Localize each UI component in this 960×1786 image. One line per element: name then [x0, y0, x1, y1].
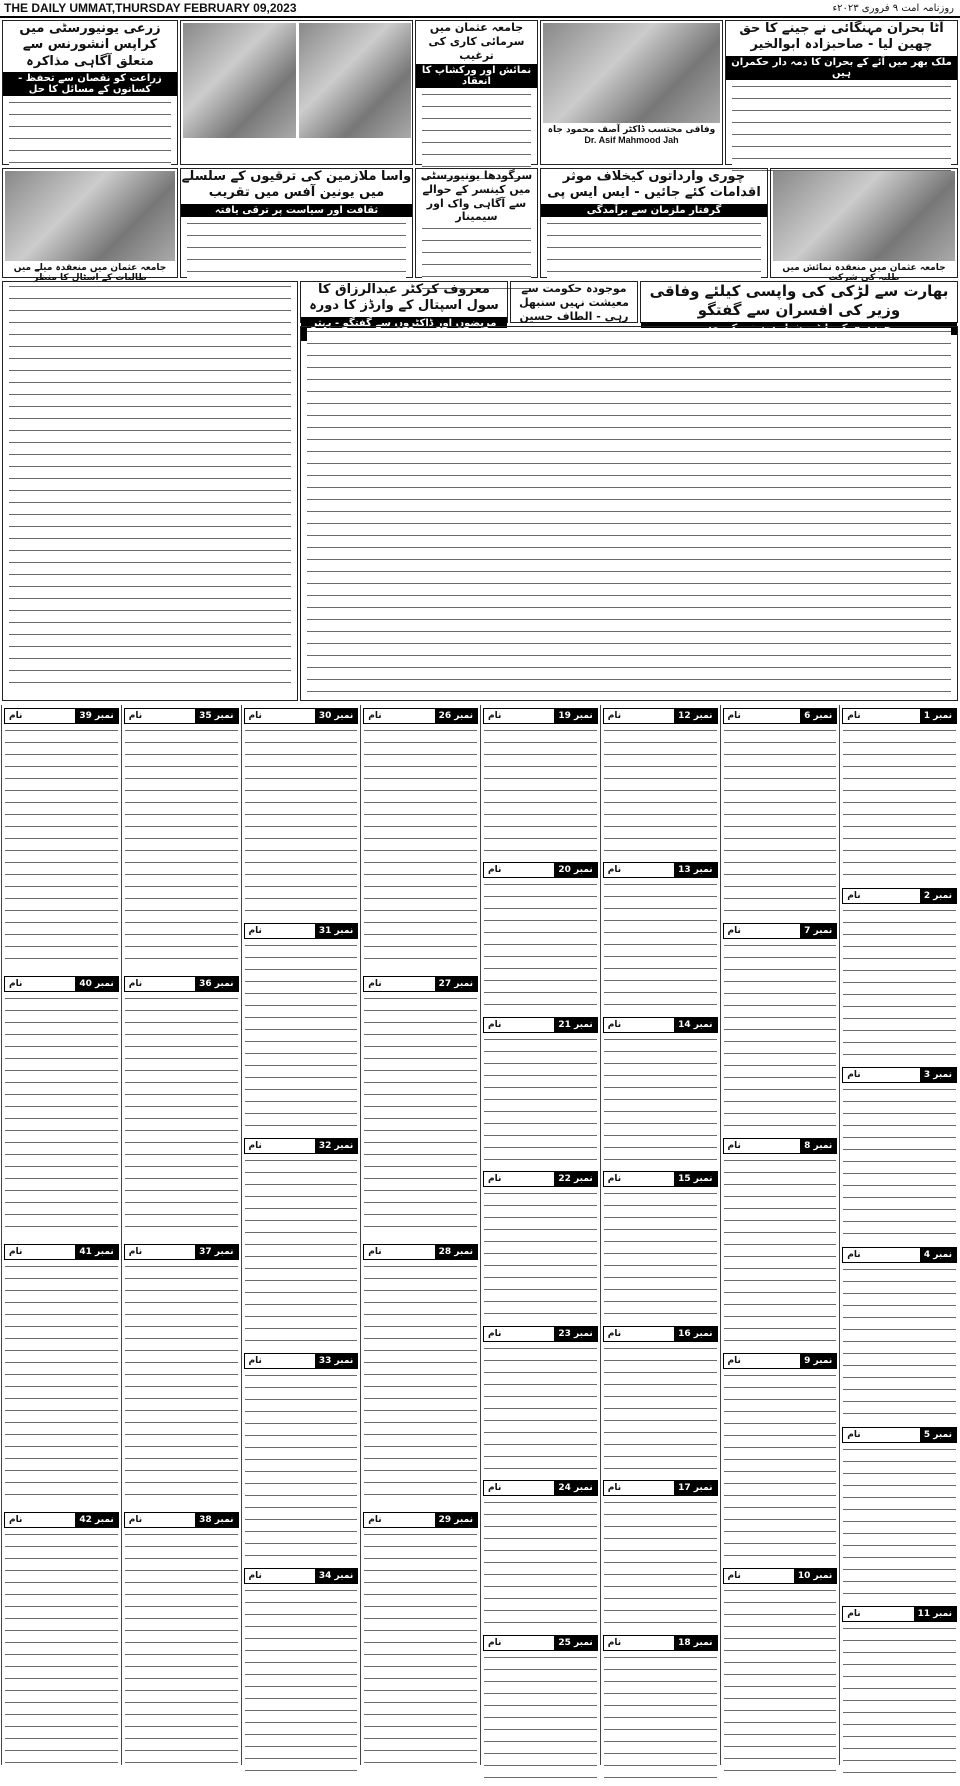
notice-entry — [2, 1244, 121, 1509]
notice-column — [839, 705, 959, 1765]
notice-entry — [2, 976, 121, 1241]
notice-entry-number: نمبر 26 — [435, 709, 477, 723]
lower-headline-3-sub: مریضوں اور ڈاکٹروں سے گفتگو - بہتر — [301, 317, 507, 341]
notice-entry-label — [842, 1606, 957, 1622]
notice-entry-number: نمبر 30 — [315, 709, 357, 723]
notice-entry-label — [723, 708, 838, 724]
notice-entry-label — [483, 1017, 598, 1033]
notice-entry-number: نمبر 32 — [315, 1139, 357, 1153]
top-photo-right — [299, 23, 411, 138]
notice-entry — [2, 708, 121, 973]
notice-entry — [242, 1568, 361, 1780]
notice-entry — [601, 1635, 720, 1786]
notice-entry-name: نام — [368, 979, 382, 989]
middle-story-3 — [180, 168, 413, 278]
notice-entry-label — [603, 1171, 718, 1187]
notice-entry-label — [363, 1244, 478, 1260]
notice-entry-name: نام — [607, 1637, 622, 1648]
notice-entry-number: نمبر 37 — [195, 1245, 237, 1259]
notice-entry-label — [363, 1512, 478, 1528]
notice-entry — [721, 1353, 840, 1565]
notice-entry-number: نمبر 22 — [554, 1172, 596, 1186]
notice-entry-number: نمبر 15 — [674, 1172, 716, 1186]
notice-entry-name: نام — [727, 1356, 741, 1366]
notice-entry-name: نام — [847, 711, 861, 721]
notice-entry-body — [5, 727, 118, 970]
notice-entry-number: نمبر 7 — [800, 924, 836, 938]
notice-entry — [721, 1138, 840, 1350]
notice-entry-body — [125, 995, 238, 1238]
notice-entry-number: نمبر 14 — [674, 1018, 716, 1032]
notice-entry-number: نمبر 9 — [800, 1354, 836, 1368]
notice-entry-name: نام — [607, 1328, 622, 1339]
notice-entry-body — [843, 907, 956, 1062]
notice-entry-label — [483, 1171, 598, 1187]
notice-entry-name: نام — [248, 1571, 262, 1581]
notice-entry-name: نام — [488, 1483, 502, 1494]
notice-entry-name: نام — [9, 711, 23, 721]
notice-entry — [840, 1247, 959, 1424]
notice-entry — [481, 1017, 600, 1168]
middle-photo-left-image — [5, 171, 175, 261]
notice-entry-body — [843, 727, 956, 882]
notice-entry-number: نمبر 13 — [674, 863, 716, 877]
notice-entry-name: نام — [368, 1247, 382, 1257]
notice-entry-number: نمبر 29 — [435, 1513, 477, 1527]
notice-entry-body — [245, 1372, 358, 1562]
notice-entry-body — [604, 727, 717, 856]
notice-entry-number: نمبر 42 — [75, 1513, 117, 1527]
notice-entry-label — [723, 1568, 838, 1584]
notice-entry-name: نام — [488, 711, 502, 721]
notice-entry-number: نمبر 19 — [554, 709, 596, 723]
notice-entry-number: نمبر 33 — [315, 1354, 357, 1368]
notice-entry — [361, 1512, 480, 1777]
notice-entry-name: نام — [607, 865, 622, 876]
top-story-2-caption-en: Dr. Asif Mahmood Jah — [584, 135, 679, 145]
notice-entry-body — [604, 881, 717, 1010]
lower-headline-1-text: بھارت سے لڑکی کی واپسی کیلئے وفاقی وزیر کی افسران سے گفتگو — [649, 282, 949, 319]
notice-entry — [840, 1606, 959, 1783]
notice-entry-number: نمبر 38 — [195, 1513, 237, 1527]
middle-story-1-body — [541, 219, 767, 281]
top-photos — [180, 20, 413, 165]
notice-entry — [601, 1017, 720, 1168]
notice-column — [121, 705, 241, 1765]
notice-entry-body — [604, 1190, 717, 1319]
notice-entry-name: نام — [488, 1637, 502, 1648]
top-photo-left — [183, 23, 296, 138]
middle-photo-right-caption: جامعہ عثمان میں منعقدہ نمائش میں طلبہ کی شرکت — [782, 263, 946, 283]
notice-entry-name: نام — [607, 711, 622, 721]
notice-entry-name: نام — [128, 1247, 143, 1257]
top-story-1-headline: آٹا بحران مہنگائی نے جینے کا حق چھین لیا - صاحبزادہ ابوالخیر — [739, 21, 944, 53]
notice-entry-name: نام — [9, 979, 23, 989]
notice-entry-number: نمبر 16 — [674, 1327, 716, 1341]
notice-entry-name: نام — [9, 1515, 23, 1525]
middle-story-3-sub: ثقافت اور سیاست پر ترقی یافتہ — [181, 204, 412, 217]
notice-entry — [481, 862, 600, 1013]
notice-entry-body — [484, 1190, 597, 1319]
notice-entry-name: نام — [9, 1247, 23, 1257]
notice-entry-body — [724, 942, 837, 1132]
notice-entry-number: نمبر 10 — [794, 1569, 836, 1583]
notice-column — [720, 705, 840, 1765]
notice-entry-number: نمبر 31 — [315, 924, 357, 938]
notice-entry-label — [244, 1568, 359, 1584]
notice-entry-number: نمبر 2 — [920, 889, 956, 903]
notice-entry-label — [124, 1244, 239, 1260]
notice-entry-label — [723, 1138, 838, 1154]
notice-entry-body — [484, 881, 597, 1010]
notice-entry-number: نمبر 39 — [75, 709, 117, 723]
notice-entry — [242, 1353, 361, 1565]
middle-photo-left — [2, 168, 178, 283]
notice-entry-number: نمبر 40 — [75, 977, 117, 991]
middle-story-1 — [540, 168, 768, 278]
top-story-1 — [725, 20, 958, 165]
notice-entry-name: نام — [128, 711, 143, 721]
notice-entry-body — [604, 1345, 717, 1474]
notice-entry-name: نام — [847, 1249, 861, 1260]
middle-story-2 — [415, 168, 538, 278]
notice-entry-number: نمبر 27 — [435, 977, 477, 991]
notice-entry-body — [484, 1654, 597, 1783]
masthead-date: THE DAILY UMMAT,THURSDAY FEBRUARY 09,2023 — [4, 1, 297, 15]
notice-entry-name: نام — [607, 1483, 622, 1494]
notice-entry-body — [245, 942, 358, 1132]
notice-entry-body — [245, 1157, 358, 1347]
notice-entry-body — [843, 1086, 956, 1241]
lower-story-body — [300, 326, 958, 701]
top-story-3-sub: نمائش اور ورکشاپ کا انعقاد — [416, 64, 537, 88]
notice-entry-label — [124, 976, 239, 992]
notice-entry — [601, 1480, 720, 1631]
notice-entry — [481, 1635, 600, 1786]
notice-entry — [840, 708, 959, 885]
notice-entry — [840, 1427, 959, 1604]
notice-entry-label — [244, 1138, 359, 1154]
notice-column — [241, 705, 361, 1765]
masthead-urdu-date: روزنامہ امت ۹ فروری ۲۰۲۳ء — [832, 2, 954, 14]
notice-entry-label — [244, 708, 359, 724]
notice-column — [360, 705, 480, 1765]
lower-headline-3 — [300, 281, 508, 329]
masthead — [0, 0, 960, 18]
notice-entry-name: نام — [727, 1571, 741, 1581]
notice-entry-name: نام — [847, 1429, 861, 1440]
top-story-1-body — [726, 82, 957, 174]
notice-entry-body — [843, 1446, 956, 1601]
notice-entry-body — [5, 1531, 118, 1774]
middle-story-1-sub: گرفتار ملزمان سے برآمدگی — [541, 204, 767, 217]
notice-entry-name: نام — [128, 1515, 143, 1525]
notice-entry-body — [245, 727, 358, 917]
notice-entry-number: نمبر 28 — [435, 1245, 477, 1259]
notice-entry-name: نام — [128, 979, 143, 989]
notice-entry-label — [363, 708, 478, 724]
notice-entry-label — [603, 862, 718, 878]
notice-entry-body — [364, 1531, 477, 1774]
notice-entry-name: نام — [488, 865, 502, 876]
notice-entry-name: نام — [248, 926, 262, 936]
notice-entry-number: نمبر 4 — [920, 1248, 956, 1262]
notice-entry — [361, 1244, 480, 1509]
notice-entry-name: نام — [607, 1019, 622, 1030]
lower-headline-2-text: موجودہ حکومت سے معیشت نہیں سنبھل رہی - الطاف حسین — [519, 282, 629, 323]
notice-entry-number: نمبر 24 — [554, 1481, 596, 1495]
notice-entry-body — [604, 1654, 717, 1783]
notice-entry-number: نمبر 18 — [674, 1636, 716, 1650]
notice-entry-body — [364, 1263, 477, 1506]
notice-entry-body — [364, 727, 477, 970]
notice-entry-number: نمبر 6 — [800, 709, 836, 723]
notice-entry-label — [603, 1017, 718, 1033]
notice-entry-body — [724, 1157, 837, 1347]
lower-text-block — [2, 281, 298, 701]
notice-entry-label — [842, 1067, 957, 1083]
notice-entry-number: نمبر 36 — [195, 977, 237, 991]
top-story-3-headline: جامعہ عثمان میں سرمائی کاری کی ترغیب — [428, 21, 525, 62]
notice-entry-number: نمبر 21 — [554, 1018, 596, 1032]
notice-entry-name: نام — [607, 1174, 622, 1185]
notice-entry-label — [124, 708, 239, 724]
notice-entry-label — [603, 708, 718, 724]
notice-entry-body — [724, 1372, 837, 1562]
notice-entry — [481, 1480, 600, 1631]
notice-entry-body — [604, 1036, 717, 1165]
lower-headline-2 — [510, 281, 638, 323]
middle-story-3-body — [181, 219, 412, 281]
notice-entry-number: نمبر 3 — [920, 1068, 956, 1082]
notice-entry — [481, 1326, 600, 1477]
notice-entry — [242, 923, 361, 1135]
notice-entry-label — [842, 708, 957, 724]
notice-entry-body — [484, 1345, 597, 1474]
top-story-4-sub: زراعت کو نقصان سے تحفظ - کسانوں کے مسائل کا حل — [3, 72, 177, 96]
notice-entry-body — [604, 1499, 717, 1628]
notice-entry-name: نام — [727, 711, 741, 721]
notice-entry-label — [124, 1512, 239, 1528]
notice-entry-label — [483, 1480, 598, 1496]
notice-entry — [122, 708, 241, 973]
notice-column — [480, 705, 600, 1765]
middle-photo-right — [770, 168, 958, 283]
middle-story-2-headline: سرگودھا یونیورسٹی میں کینسر کے حوالے سے آگاہی واک اور سیمینار — [420, 169, 533, 224]
notice-entry-number: نمبر 11 — [914, 1607, 956, 1621]
notice-entry — [122, 1244, 241, 1509]
notice-entry-number: نمبر 5 — [920, 1428, 956, 1442]
notice-entry — [242, 1138, 361, 1350]
notice-entry-label — [244, 923, 359, 939]
notice-entry-number: نمبر 25 — [554, 1636, 596, 1650]
notice-entry-name: نام — [368, 1515, 382, 1525]
notice-entry-label — [4, 708, 119, 724]
notice-entry — [122, 1512, 241, 1777]
notice-entry-body — [245, 1587, 358, 1777]
middle-story-1-headline: چوری وارداتوں کیخلاف موثر اقدامات کئے جائیں - ایس ایس پی — [547, 169, 761, 201]
top-story-2-caption: وفاقی محتسب ڈاکٹر آصف محمود جاہ — [547, 125, 716, 135]
notice-entry — [601, 862, 720, 1013]
top-story-4 — [2, 20, 178, 165]
notice-entry-body — [364, 995, 477, 1238]
notice-entry-label — [363, 976, 478, 992]
notice-entry-body — [484, 1036, 597, 1165]
notice-entry-label — [4, 1512, 119, 1528]
lower-headline-3-text: معروف کرکٹر عبدالرزاق کا سول اسپتال کے وارڈز کا دورہ — [309, 282, 499, 314]
notice-entry — [721, 708, 840, 920]
lower-text-block-body — [3, 282, 297, 694]
notice-entry-label — [603, 1480, 718, 1496]
notice-entry — [481, 1171, 600, 1322]
notice-entry-label — [4, 976, 119, 992]
top-story-4-headline: زرعی یونیورسٹی میں کراپس انشورنس سے متعلق آگاہی مذاکرہ — [19, 21, 161, 69]
notice-entry-name: نام — [727, 1141, 741, 1151]
notice-entry — [122, 976, 241, 1241]
notice-entry-name: نام — [847, 890, 861, 901]
notice-entry — [242, 708, 361, 920]
notice-entry-name: نام — [248, 711, 262, 721]
notice-entry — [361, 976, 480, 1241]
notice-entry-body — [5, 1263, 118, 1506]
notice-entry-body — [5, 995, 118, 1238]
notice-entry-number: نمبر 1 — [920, 709, 956, 723]
notice-entry-number: نمبر 17 — [674, 1481, 716, 1495]
notice-entry-body — [843, 1625, 956, 1780]
notice-entry-label — [842, 888, 957, 904]
notice-entry-name: نام — [488, 1328, 502, 1339]
notice-entry-body — [125, 1531, 238, 1774]
notice-entry — [361, 708, 480, 973]
notice-entry-label — [483, 1326, 598, 1342]
notice-entry-label — [4, 1244, 119, 1260]
notice-entry-name: نام — [248, 1356, 262, 1366]
notice-entry-number: نمبر 8 — [800, 1139, 836, 1153]
notice-entry-label — [244, 1353, 359, 1369]
notice-entry — [721, 1568, 840, 1780]
notice-entry — [721, 923, 840, 1135]
notice-column — [1, 705, 121, 1765]
notice-entry-label — [723, 1353, 838, 1369]
notice-entry-body — [484, 1499, 597, 1628]
notice-entry-body — [484, 727, 597, 856]
middle-photo-left-caption: جامعہ عثمان میں منعقدہ میلے میں طالبات کے اسٹال کا منظر — [13, 263, 167, 283]
notice-entry-name: نام — [847, 1609, 861, 1620]
notice-entry-name: نام — [488, 1019, 502, 1030]
notice-entry-name: نام — [488, 1174, 502, 1185]
notice-entry-body — [724, 1587, 837, 1777]
notice-entry-body — [125, 1263, 238, 1506]
notice-entry-label — [483, 1635, 598, 1651]
notice-entry-number: نمبر 23 — [554, 1327, 596, 1341]
lower-headline-1 — [640, 281, 958, 323]
notice-entry-body — [125, 727, 238, 970]
notice-entry — [601, 1326, 720, 1477]
middle-photo-right-image — [773, 171, 955, 261]
notice-entry — [840, 1067, 959, 1244]
top-story-3 — [415, 20, 538, 165]
notice-entry-label — [483, 862, 598, 878]
top-story-2 — [540, 20, 723, 165]
notice-entry-name: نام — [368, 711, 382, 721]
notice-entry-body — [843, 1266, 956, 1421]
top-story-2-photo — [543, 23, 720, 123]
notice-entry-name: نام — [727, 926, 741, 936]
notice-entry — [601, 1171, 720, 1322]
notice-entry-number: نمبر 20 — [554, 863, 596, 877]
notice-entry-number: نمبر 35 — [195, 709, 237, 723]
notice-entry — [601, 708, 720, 859]
notice-entry-number: نمبر 41 — [75, 1245, 117, 1259]
notice-entry-label — [842, 1247, 957, 1263]
notice-entry — [2, 1512, 121, 1777]
notice-entry-name: نام — [248, 1141, 262, 1151]
notice-entry-label — [483, 708, 598, 724]
top-story-1-sub: ملک بھر میں آئے کے بحران کا ذمہ دار حکمران ہیں — [726, 56, 957, 80]
lower-story-body-text — [301, 327, 957, 694]
notice-entry-label — [603, 1326, 718, 1342]
notice-entry-label — [723, 923, 838, 939]
notice-column — [600, 705, 720, 1765]
notice-entry-name: نام — [847, 1070, 861, 1081]
notice-entry-number: نمبر 12 — [674, 709, 716, 723]
notice-entry-number: نمبر 34 — [315, 1569, 357, 1583]
notice-entry-label — [603, 1635, 718, 1651]
notice-entry — [481, 708, 600, 859]
middle-story-3-headline: واسا ملازمین کی ترقیوں کے سلسلے میں یونین آفس میں تقریب — [181, 169, 412, 201]
notice-entry-label — [842, 1427, 957, 1443]
notice-entry — [840, 888, 959, 1065]
notice-entry-body — [724, 727, 837, 917]
